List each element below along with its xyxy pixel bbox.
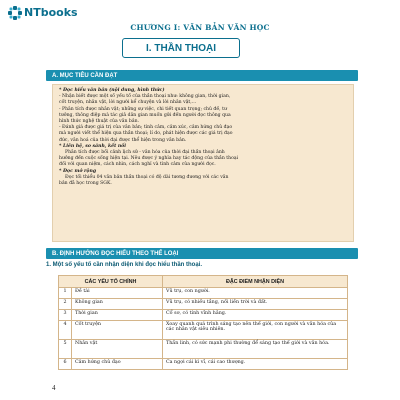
element-name: Nhân vật: [72, 340, 163, 359]
objective-heading: * Liên hệ, so sánh, kết nối: [59, 143, 126, 149]
objective-line: bản đã học trong SGK.: [59, 181, 112, 187]
element-name: Cảm hứng chủ đạo: [72, 359, 163, 370]
table-row: [59, 340, 348, 359]
element-name: Cốt truyện: [72, 321, 163, 340]
section-a-heading: A. MỤC TIÊU CẦN ĐẠT: [46, 70, 358, 81]
objective-line: - Phân tích được nhân vật; những sự việc, chi tiết quan trọng; chủ đề, tư: [59, 106, 227, 112]
lesson-title: I. THẦN THOẠI: [122, 38, 240, 58]
element-description: Xoay quanh quá trình sáng tạo nên thế giới, con người và văn hóa của các nhân vật siêu nhiên.: [163, 321, 348, 340]
element-description: Vũ trụ, con người.: [163, 288, 348, 299]
objectives-box: [52, 84, 354, 242]
row-number: 1: [59, 288, 72, 299]
row-number: 2: [59, 299, 72, 310]
objective-line: - Nhận biết được một số yếu tố của thần thoại như: không gian, thời gian,: [59, 94, 231, 100]
elements-table: [58, 275, 348, 370]
table-row: [59, 299, 348, 310]
element-description: Ca ngợi cái kì vĩ, cái cao thượng.: [163, 359, 348, 370]
chapter-title: CHƯƠNG I: VĂN BẢN VĂN HỌC: [130, 23, 270, 32]
logo-text: NTbooks: [24, 5, 78, 19]
objective-line: đức, văn hoá của thời đại được thể hiện trong văn bản.: [59, 137, 187, 143]
logo: [8, 4, 78, 20]
objective-line: hưởng đến cuộc sống hiện tại. Nêu được ý nghĩa hay tác động của thần thoại: [59, 156, 239, 162]
column-header: CÁC YẾU TỐ CHÍNH: [59, 276, 163, 288]
row-number: 6: [59, 359, 72, 370]
row-number: 4: [59, 321, 72, 340]
table-row: [59, 310, 348, 321]
objective-line: đối với quan niệm, cách nhìn, cách nghĩ và tình cảm của người đọc.: [59, 162, 216, 168]
table-header-row: [59, 276, 348, 288]
section-b-heading: B. ĐỊNH HƯỚNG ĐỌC HIỂU THEO THỂ LOẠI: [46, 248, 358, 259]
element-name: Không gian: [72, 299, 163, 310]
objective-line: cốt truyện, nhân vật, lời người kể chuyện và lời nhân vật,...: [59, 100, 197, 106]
objective-heading: * Đọc mở rộng: [59, 168, 97, 174]
element-description: Cổ sơ, có tính vĩnh hằng.: [163, 310, 348, 321]
left-margin: [0, 0, 38, 400]
table-row: [59, 321, 348, 340]
row-number: 3: [59, 310, 72, 321]
subheading: 1. Một số yếu tố cần nhận diện khi đọc hiểu thần thoại.: [46, 262, 203, 268]
objective-line: - Đánh giá được giá trị của văn bản; tình cảm, cảm xúc, cảm hứng chủ đạo: [59, 125, 233, 131]
logo-icon: [8, 5, 22, 19]
element-description: Vũ trụ, có nhiều tầng, nối liền trời và đất.: [163, 299, 348, 310]
element-name: Thời gian: [72, 310, 163, 321]
objective-heading: * Đọc hiểu văn bản (nội dung, hình thức): [59, 88, 165, 93]
table-row: [59, 288, 348, 299]
element-name: Đề tài: [72, 288, 163, 299]
element-description: Thần linh, có sức mạnh phi thường để sáng tạo thế giới và văn hóa.: [163, 340, 348, 359]
objective-line: Phân tích được bối cảnh lịch sử - văn hóa của thời đại thần thoại ảnh: [65, 150, 225, 156]
row-number: 5: [59, 340, 72, 359]
column-header: ĐẶC ĐIỂM NHẬN DIỆN: [163, 276, 348, 288]
objective-line: mà người viết thể hiện qua thần thoại; lí do, phát hiện được các giá trị đạo: [59, 131, 233, 137]
objective-line: tưởng, thông điệp mà tác giả dân gian muốn gửi đến người đọc thông qua: [59, 112, 231, 118]
page-number: 4: [52, 384, 56, 392]
table-row: [59, 359, 348, 370]
objective-line: hình thức nghệ thuật của văn bản.: [59, 119, 140, 125]
objective-line: Đọc tối thiểu 04 văn bản thần thoại có độ dài tương đương với các văn: [65, 174, 229, 180]
